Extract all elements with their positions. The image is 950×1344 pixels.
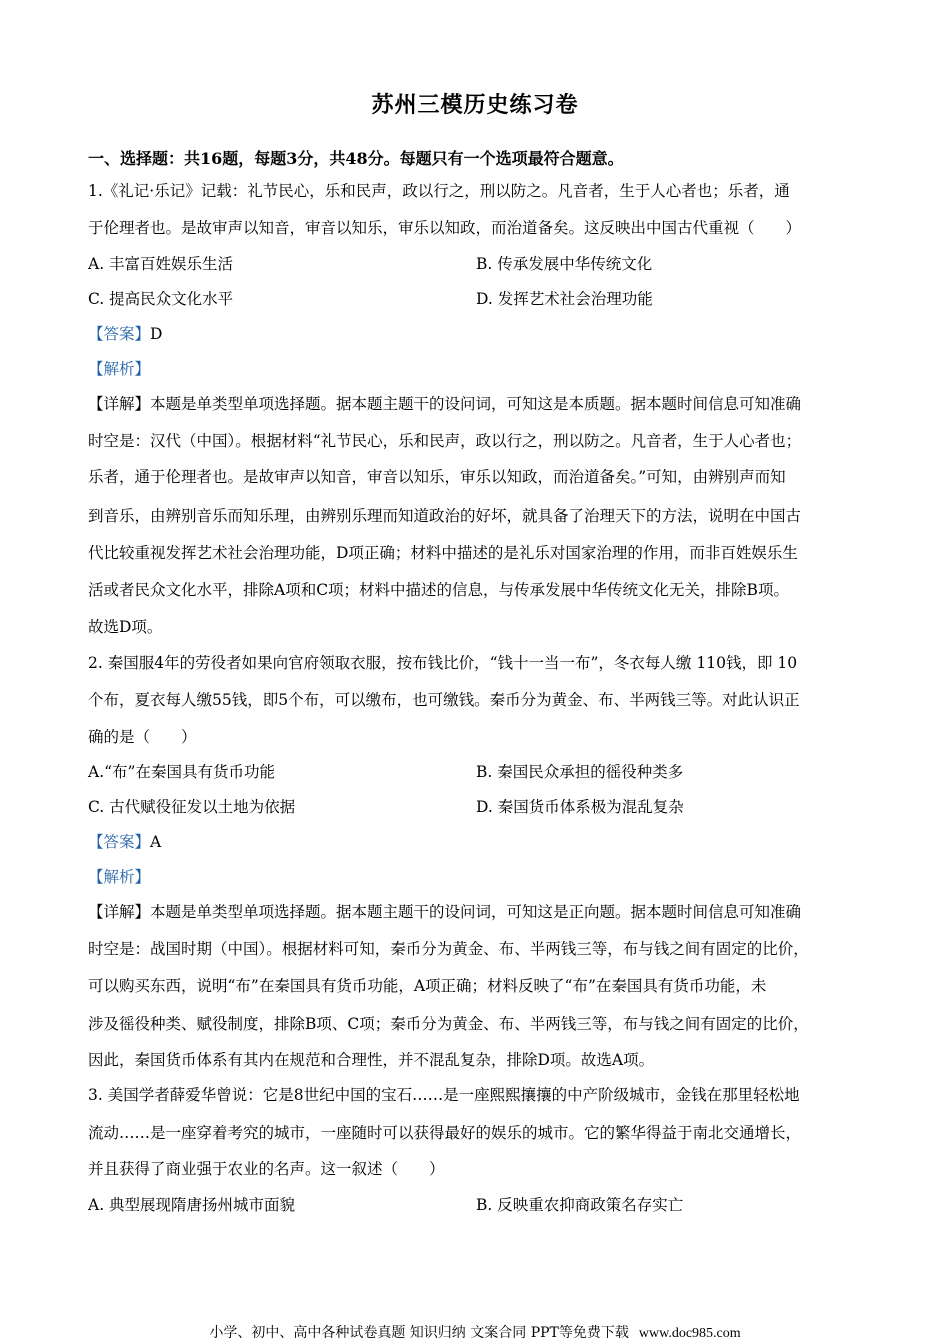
q2-stem-line: 2. 秦国服4年的劳役者如果向官府领取衣服，按布钱比价，“钱十一当一布”，冬衣每人缴 110钱，即 10 — [88, 654, 798, 672]
q1-answer — [88, 323, 864, 345]
q1-option-d: D. 发挥艺术社会治理功能 — [476, 290, 653, 308]
detail-tag: 【详解】 — [88, 395, 151, 413]
answer-value: A — [150, 833, 162, 851]
q1-stem-line: 于伦理者也。是故审声以知音，审音以知乐，审乐以知政，而治道备矣。这反映出中国古代重视（ ） — [88, 219, 802, 237]
q2-option-d: D. 秦国货币体系极为混乱复杂 — [476, 798, 684, 816]
detail-text: 本题是单类型单项选择题。据本题主题干的设问词，可知这是正向题。据本题时间信息可知准确 — [150, 903, 802, 921]
footer-url[interactable]: www.doc985.com — [638, 1326, 741, 1341]
page-footer — [0, 1322, 950, 1342]
answer-value: D — [150, 325, 163, 343]
q2-option-c: C. 古代赋役征发以土地为依据 — [88, 798, 296, 816]
q3-option-b: B. 反映重农抑商政策名存实亡 — [476, 1196, 684, 1214]
answer-tag: 【答案】 — [88, 833, 151, 851]
q2-detail-line: 涉及徭役种类、赋役制度，排除B项、C项；秦币分为黄金、布、半两钱三等，布与钱之间有固定的比价， — [88, 1015, 809, 1033]
q2-analysis-tag: 【解析】 — [88, 868, 151, 886]
detail-tag: 【详解】 — [88, 903, 151, 921]
q2-answer — [88, 831, 864, 853]
q1-option-b: B. 传承发展中华传统文化 — [476, 255, 653, 273]
q3-stem-line: 并且获得了商业强于农业的名声。这一叙述（ ） — [88, 1160, 445, 1178]
q1-detail-line: 到音乐，由辨别音乐而知乐理，由辨别乐理而知道政治的好坏，就具备了治理天下的方法，说明在中国古 — [88, 507, 802, 525]
q2-detail-line: 时空是：战国时期（中国）。根据材料可知，秦币分为黄金、布、半两钱三等，布与钱之间有固定的比价， — [88, 940, 809, 958]
q1-option-a: A. 丰富百姓娱乐生活 — [88, 255, 234, 273]
q2-stem-line: 确的是（ ） — [88, 728, 197, 746]
q2-detail-line — [88, 901, 864, 923]
section-heading: 一、选择题：共16题，每题3分，共48分。每题只有一个选项最符合题意。 — [88, 149, 624, 168]
q1-detail-line: 故选D项。 — [88, 618, 163, 636]
q1-detail-line: 乐者，通于伦理者也。是故审声以知音，审音以知乐，审乐以知政，而治道备矣。”可知，由辨别声而知 — [88, 468, 786, 486]
q3-stem-line: 流动……是一座穿着考究的城市，一座随时可以获得最好的娱乐的城市。它的繁华得益于南北交通增长， — [88, 1124, 802, 1142]
detail-text: 本题是单类型单项选择题。据本题主题干的设问词，可知这是本质题。据本题时间信息可知准确 — [150, 395, 802, 413]
q3-stem-line: 3. 美国学者薛爱华曾说：它是8世纪中国的宝石……是一座熙熙攘攘的中产阶级城市，金钱在那里轻松地 — [88, 1086, 800, 1104]
q2-detail-line: 因此，秦国货币体系有其内在规范和合理性，并不混乱复杂，排除D项。故选A项。 — [88, 1051, 655, 1069]
q1-detail-line — [88, 393, 864, 415]
footer-text: 小学、初中、高中各种试卷真题 知识归纳 文案合同 PPT等免费下载 — [209, 1325, 629, 1341]
q2-option-a: A.“布”在秦国具有货币功能 — [88, 763, 275, 781]
answer-tag: 【答案】 — [88, 325, 151, 343]
q1-detail-line: 时空是：汉代（中国）。根据材料“礼节民心，乐和民声，政以行之，刑以防之。凡音者，生于人心者也； — [88, 432, 802, 450]
page-title: 苏州三模历史练习卷 — [371, 92, 579, 118]
q1-option-c: C. 提高民众文化水平 — [88, 290, 234, 308]
q2-detail-line: 可以购买东西，说明“布”在秦国具有货币功能，A项正确；材料反映了“布”在秦国具有货币功能，未 — [88, 977, 767, 995]
q1-stem-line: 1.《礼记·乐记》记载：礼节民心，乐和民声，政以行之，刑以防之。凡音者，生于人心者也；乐者，通 — [88, 182, 790, 200]
q2-stem-line: 个布，夏衣每人缴55钱，即5个布，可以缴布，也可缴钱。秦币分为黄金、布、半两钱三等。对此认识正 — [88, 691, 800, 709]
q1-detail-line: 代比较重视发挥艺术社会治理功能，D项正确；材料中描述的是礼乐对国家治理的作用，而非百姓娱乐生 — [88, 544, 798, 562]
q1-detail-line: 活或者民众文化水平，排除A项和C项；材料中描述的信息，与传承发展中华传统文化无关，排除B项。 — [88, 581, 789, 599]
q1-analysis-tag: 【解析】 — [88, 360, 151, 378]
q3-option-a: A. 典型展现隋唐扬州城市面貌 — [88, 1196, 296, 1214]
q2-option-b: B. 秦国民众承担的徭役种类多 — [476, 763, 684, 781]
